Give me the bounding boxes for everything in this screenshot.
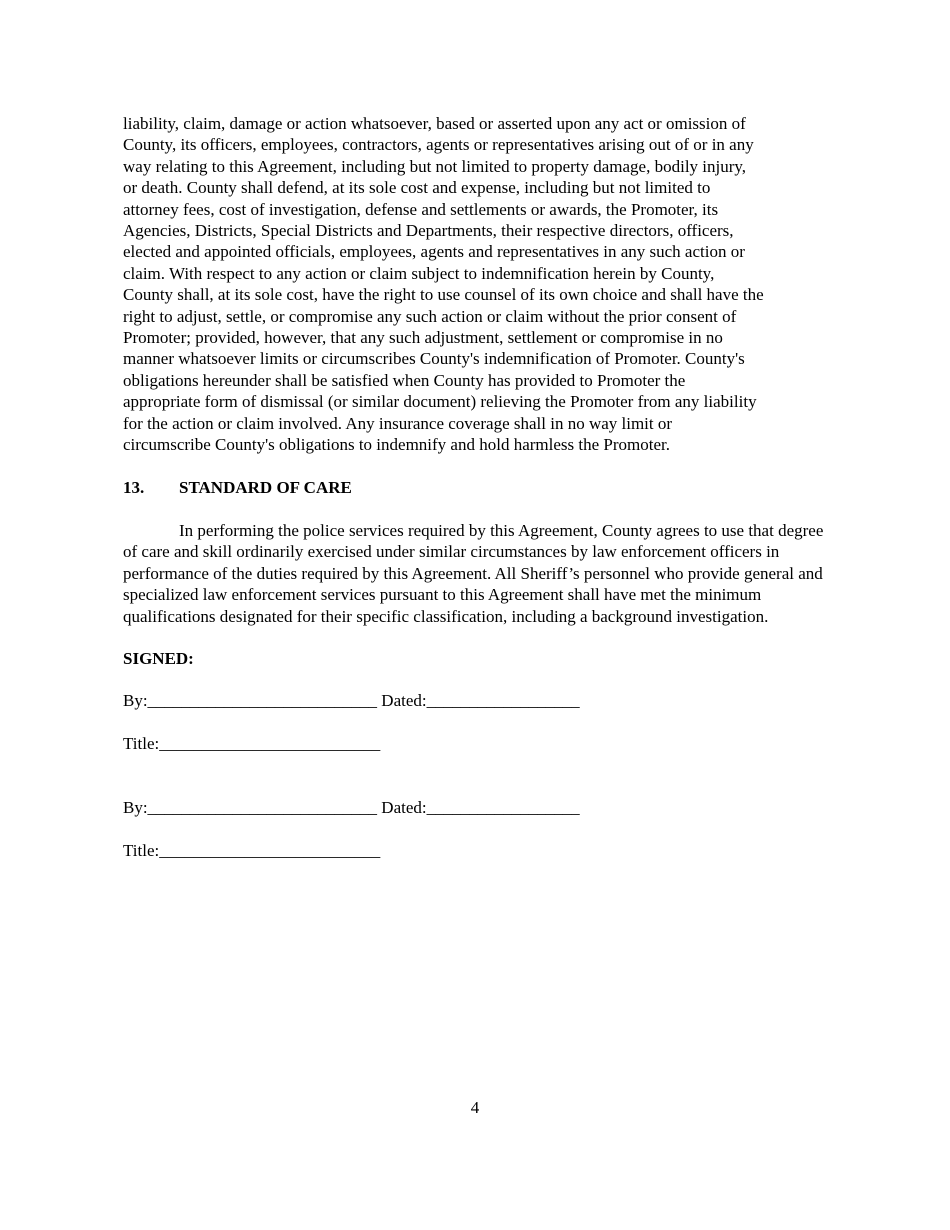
indemnification-paragraph: liability, claim, damage or action whatsoever, based or asserted upon any act or omission of County, its officers, employees, contractors, agents or representatives arising out of or in any way relating to this Agreement, including but not limited to property damage, bodily injury, or death. County shall defend, at its sole cost and expense, including but not limited to attorney fees, cost of investigation, defense and settlements or awards, the Promoter, its Agencies, Districts, Special Districts and Departments, their respective directors, officers, elected and appointed officials, employees, agents and representatives in any such action or claim. With respect to any action or claim subject to indemnification herein by County, County shall, at its sole cost, have the right to use counsel of its own choice and shall have the right to adjust, settle, or compromise any such action or claim without the prior consent of Promoter; provided, however, that any such adjustment, settlement or compromise in no manner whatsoever limits or circumscribes County's indemnification of Promoter. County's obligations hereunder shall be satisfied when County has provided to Promoter the appropriate form of dismissal (or similar document) relieving the Promoter from any liability for the action or claim involved. Any insurance coverage shall in no way limit or circumscribe County's obligations to indemnify and hold harmless the Promoter.: [123, 114, 764, 455]
standard-of-care-paragraph: In performing the police services required by this Agreement, County agrees to use that degree of care and skill ordinarily exercised under similar circumstances by law enforcement officers in performance of the duties required by this Agreement. All Sheriff’s personnel who provide general and specialized law enforcement services pursuant to this Agreement shall have met the minimum qualifications designated for their specific classification, including a background investigation.: [123, 520, 824, 626]
signed-heading: SIGNED:: [123, 648, 194, 668]
signature-by-dated-line-2: By:___________________________ Dated:__________________: [123, 798, 580, 818]
signature-title-line-1: Title:__________________________: [123, 733, 381, 753]
signature-by-dated-line-1: By:___________________________ Dated:__________________: [123, 691, 580, 711]
section-number: 13.: [123, 477, 145, 497]
document-page: [123, 113, 833, 861]
section-13-heading: [123, 477, 833, 498]
signature-title-line-2: Title:__________________________: [123, 840, 381, 860]
page-number: 4: [470, 1098, 480, 1117]
section-title: STANDARD OF CARE: [179, 477, 352, 497]
